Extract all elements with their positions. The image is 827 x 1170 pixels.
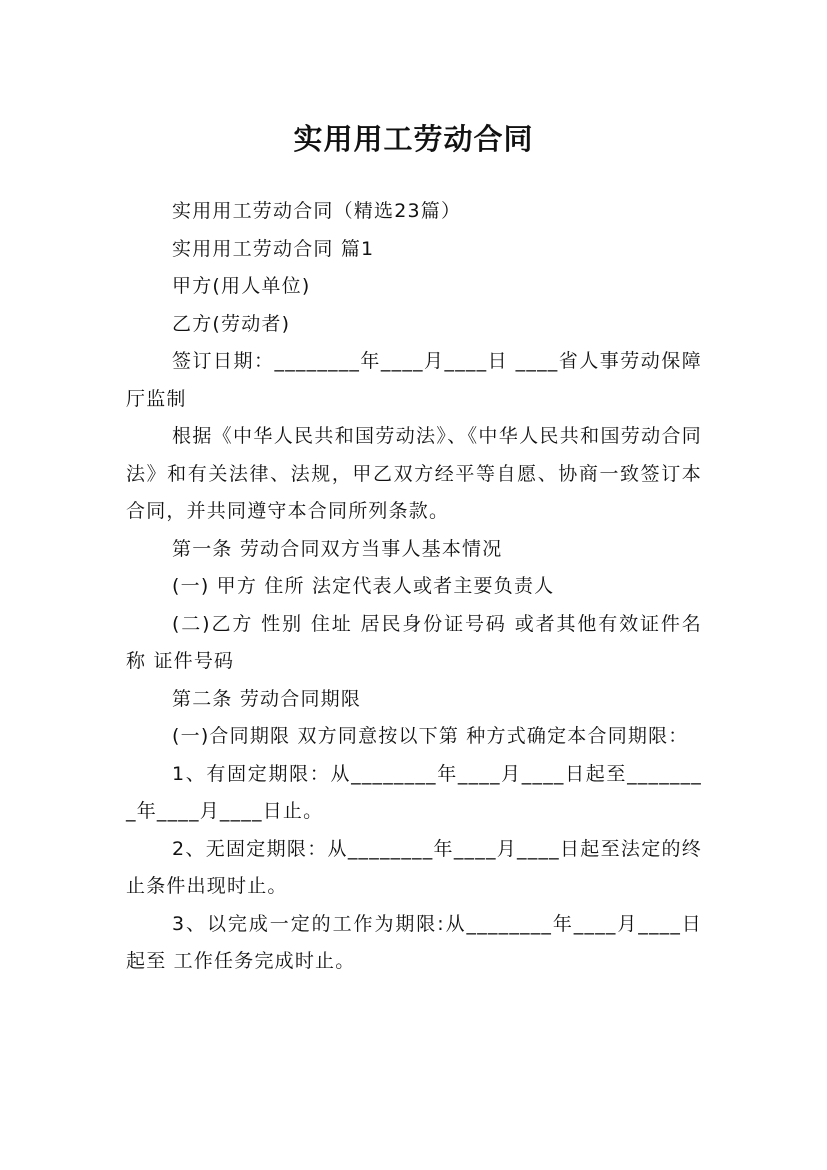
paragraph-preamble: 根据《中华人民共和国劳动法》、《中华人民共和国劳动合同法》和有关法律、法规，甲乙双方经平等自愿、协商一致签订本合同，并共同遵守本合同所列条款。 (126, 425, 702, 522)
paragraph-subtitle: 实用用工劳动合同（精选23篇） (172, 200, 462, 222)
paragraph-clause-2-heading: 第二条 劳动合同期限 (172, 687, 362, 710)
paragraph-clause-1-item-1: (一) 甲方 住所 法定代表人或者主要负责人 (172, 575, 555, 597)
paragraph-signing-date: 签订日期：________年____月____日 ____省人事劳动保障厅监制 (126, 350, 702, 410)
paragraph-term-fixed: 1、有固定期限：从________年____月____日起至________年____月____日止。 (126, 762, 702, 822)
paragraph-term-task: 3、以完成一定的工作为期限:从________年____月____日起至 工作任务完成时止。 (126, 912, 702, 972)
paragraph-clause-1-heading: 第一条 劳动合同双方当事人基本情况 (172, 537, 503, 560)
paragraph-party-b: 乙方(劳动者) (172, 312, 291, 335)
paragraph-clause-1-item-2: (二)乙方 性别 住址 居民身份证号码 或者其他有效证件名称 证件号码 (126, 612, 702, 672)
paragraph-party-a: 甲方(用人单位) (172, 275, 311, 297)
paragraph-article-heading: 实用用工劳动合同 篇1 (172, 237, 375, 260)
paragraph-clause-2-item-1: (一)合同期限 双方同意按以下第 种方式确定本合同期限： (172, 725, 689, 747)
document-body (126, 193, 702, 981)
document-title: 实用用工劳动合同 (293, 122, 534, 157)
paragraph-term-open: 2、无固定期限：从________年____月____日起至法定的终止条件出现时止。 (126, 837, 702, 897)
